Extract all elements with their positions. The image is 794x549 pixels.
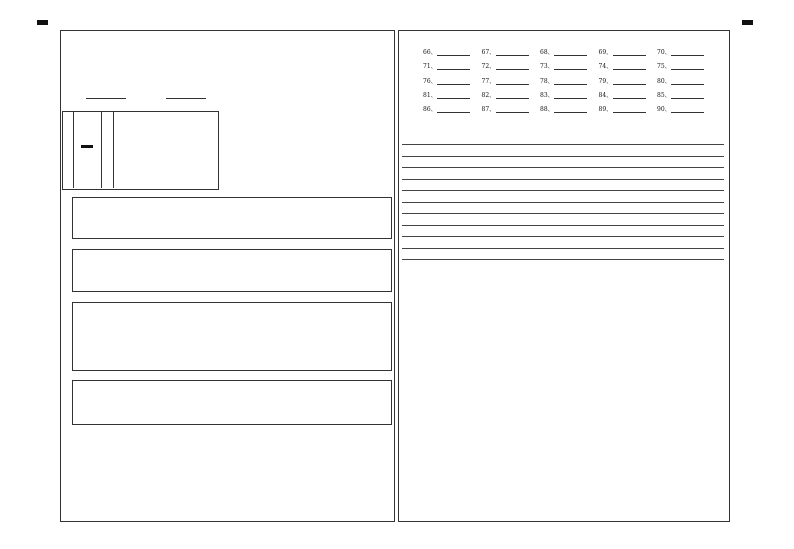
- translation-blank-label: 88、: [540, 106, 554, 114]
- translation-blank-label: 73、: [540, 63, 554, 71]
- writing-line[interactable]: [402, 156, 724, 157]
- writing-line[interactable]: [402, 213, 724, 214]
- correct-fill-sample: [81, 145, 93, 148]
- translation-blank-label: 86、: [423, 106, 437, 114]
- translation-blank-label: 89、: [598, 106, 613, 114]
- name-field[interactable]: [86, 98, 126, 99]
- class-field[interactable]: [166, 98, 206, 99]
- writing-line[interactable]: [402, 167, 724, 168]
- translation-blank-input[interactable]: [671, 98, 704, 99]
- right-panel: [398, 30, 730, 522]
- translation-blank-label: 76、: [423, 77, 437, 85]
- section-4-box: [72, 380, 392, 425]
- translation-blank-label: 78、: [540, 77, 554, 85]
- translation-blank-label: 79、: [598, 77, 613, 85]
- translation-blank-input[interactable]: [671, 84, 704, 85]
- translation-blank-label: 85、: [657, 91, 671, 99]
- translation-blank-label: 72、: [481, 63, 496, 71]
- writing-line[interactable]: [402, 190, 724, 191]
- translation-blank-input[interactable]: [554, 55, 587, 56]
- translation-blank-label: 70、: [657, 49, 671, 56]
- writing-line[interactable]: [402, 179, 724, 180]
- translation-blank-input[interactable]: [613, 98, 646, 99]
- translation-blank-label: 82、: [481, 91, 496, 99]
- translation-blank-input[interactable]: [613, 112, 646, 113]
- translation-blank-label: 69、: [598, 49, 613, 56]
- translation-blank-input[interactable]: [437, 84, 470, 85]
- translation-blank-input[interactable]: [613, 69, 646, 70]
- translation-blank-input[interactable]: [671, 55, 704, 56]
- translation-blank-label: 71、: [423, 63, 437, 71]
- translation-blank-label: 84、: [598, 91, 613, 99]
- translation-blank-input[interactable]: [437, 55, 470, 56]
- translation-blank-input[interactable]: [496, 55, 529, 56]
- translation-blank-label: 80、: [657, 77, 671, 85]
- translation-blank-input[interactable]: [496, 84, 529, 85]
- writing-line[interactable]: [402, 259, 724, 260]
- translation-blank-input[interactable]: [496, 112, 529, 113]
- translation-blank-input[interactable]: [554, 98, 587, 99]
- writing-line[interactable]: [402, 202, 724, 203]
- translation-blank-input[interactable]: [437, 98, 470, 99]
- corner-mark-top-left: [37, 20, 48, 25]
- translation-blank-input[interactable]: [496, 98, 529, 99]
- translation-blank-label: 83、: [540, 91, 554, 99]
- section-2-box: [72, 249, 392, 292]
- translation-blank-input[interactable]: [554, 69, 587, 70]
- translation-blank-input[interactable]: [496, 69, 529, 70]
- writing-line[interactable]: [402, 144, 724, 145]
- translation-blank-label: 75、: [657, 63, 671, 71]
- translation-blank-input[interactable]: [554, 84, 587, 85]
- translation-blank-label: 77、: [481, 77, 496, 85]
- translation-blank-input[interactable]: [613, 55, 646, 56]
- translation-blank-label: 66、: [423, 49, 437, 56]
- writing-line[interactable]: [402, 225, 724, 226]
- translation-blank-label: 90、: [657, 106, 671, 114]
- writing-line[interactable]: [402, 236, 724, 237]
- translation-blank-input[interactable]: [554, 112, 587, 113]
- fill-example-box: [62, 111, 219, 190]
- translation-blank-label: 87、: [481, 106, 496, 114]
- translation-blank-input[interactable]: [437, 112, 470, 113]
- translation-blank-input[interactable]: [671, 69, 704, 70]
- translation-blank-label: 67、: [481, 49, 496, 56]
- section-1-box: [72, 197, 392, 239]
- translation-blank-label: 74、: [598, 63, 613, 71]
- translation-blank-label: 81、: [423, 91, 437, 99]
- section-3-box: [72, 302, 392, 371]
- corner-mark-top-right: [742, 20, 753, 25]
- translation-blank-label: 68、: [540, 49, 554, 56]
- exam-number-title: [232, 85, 310, 95]
- translation-blank-input[interactable]: [437, 69, 470, 70]
- writing-line[interactable]: [402, 248, 724, 249]
- translation-blank-input[interactable]: [613, 84, 646, 85]
- translation-blank-input[interactable]: [671, 112, 704, 113]
